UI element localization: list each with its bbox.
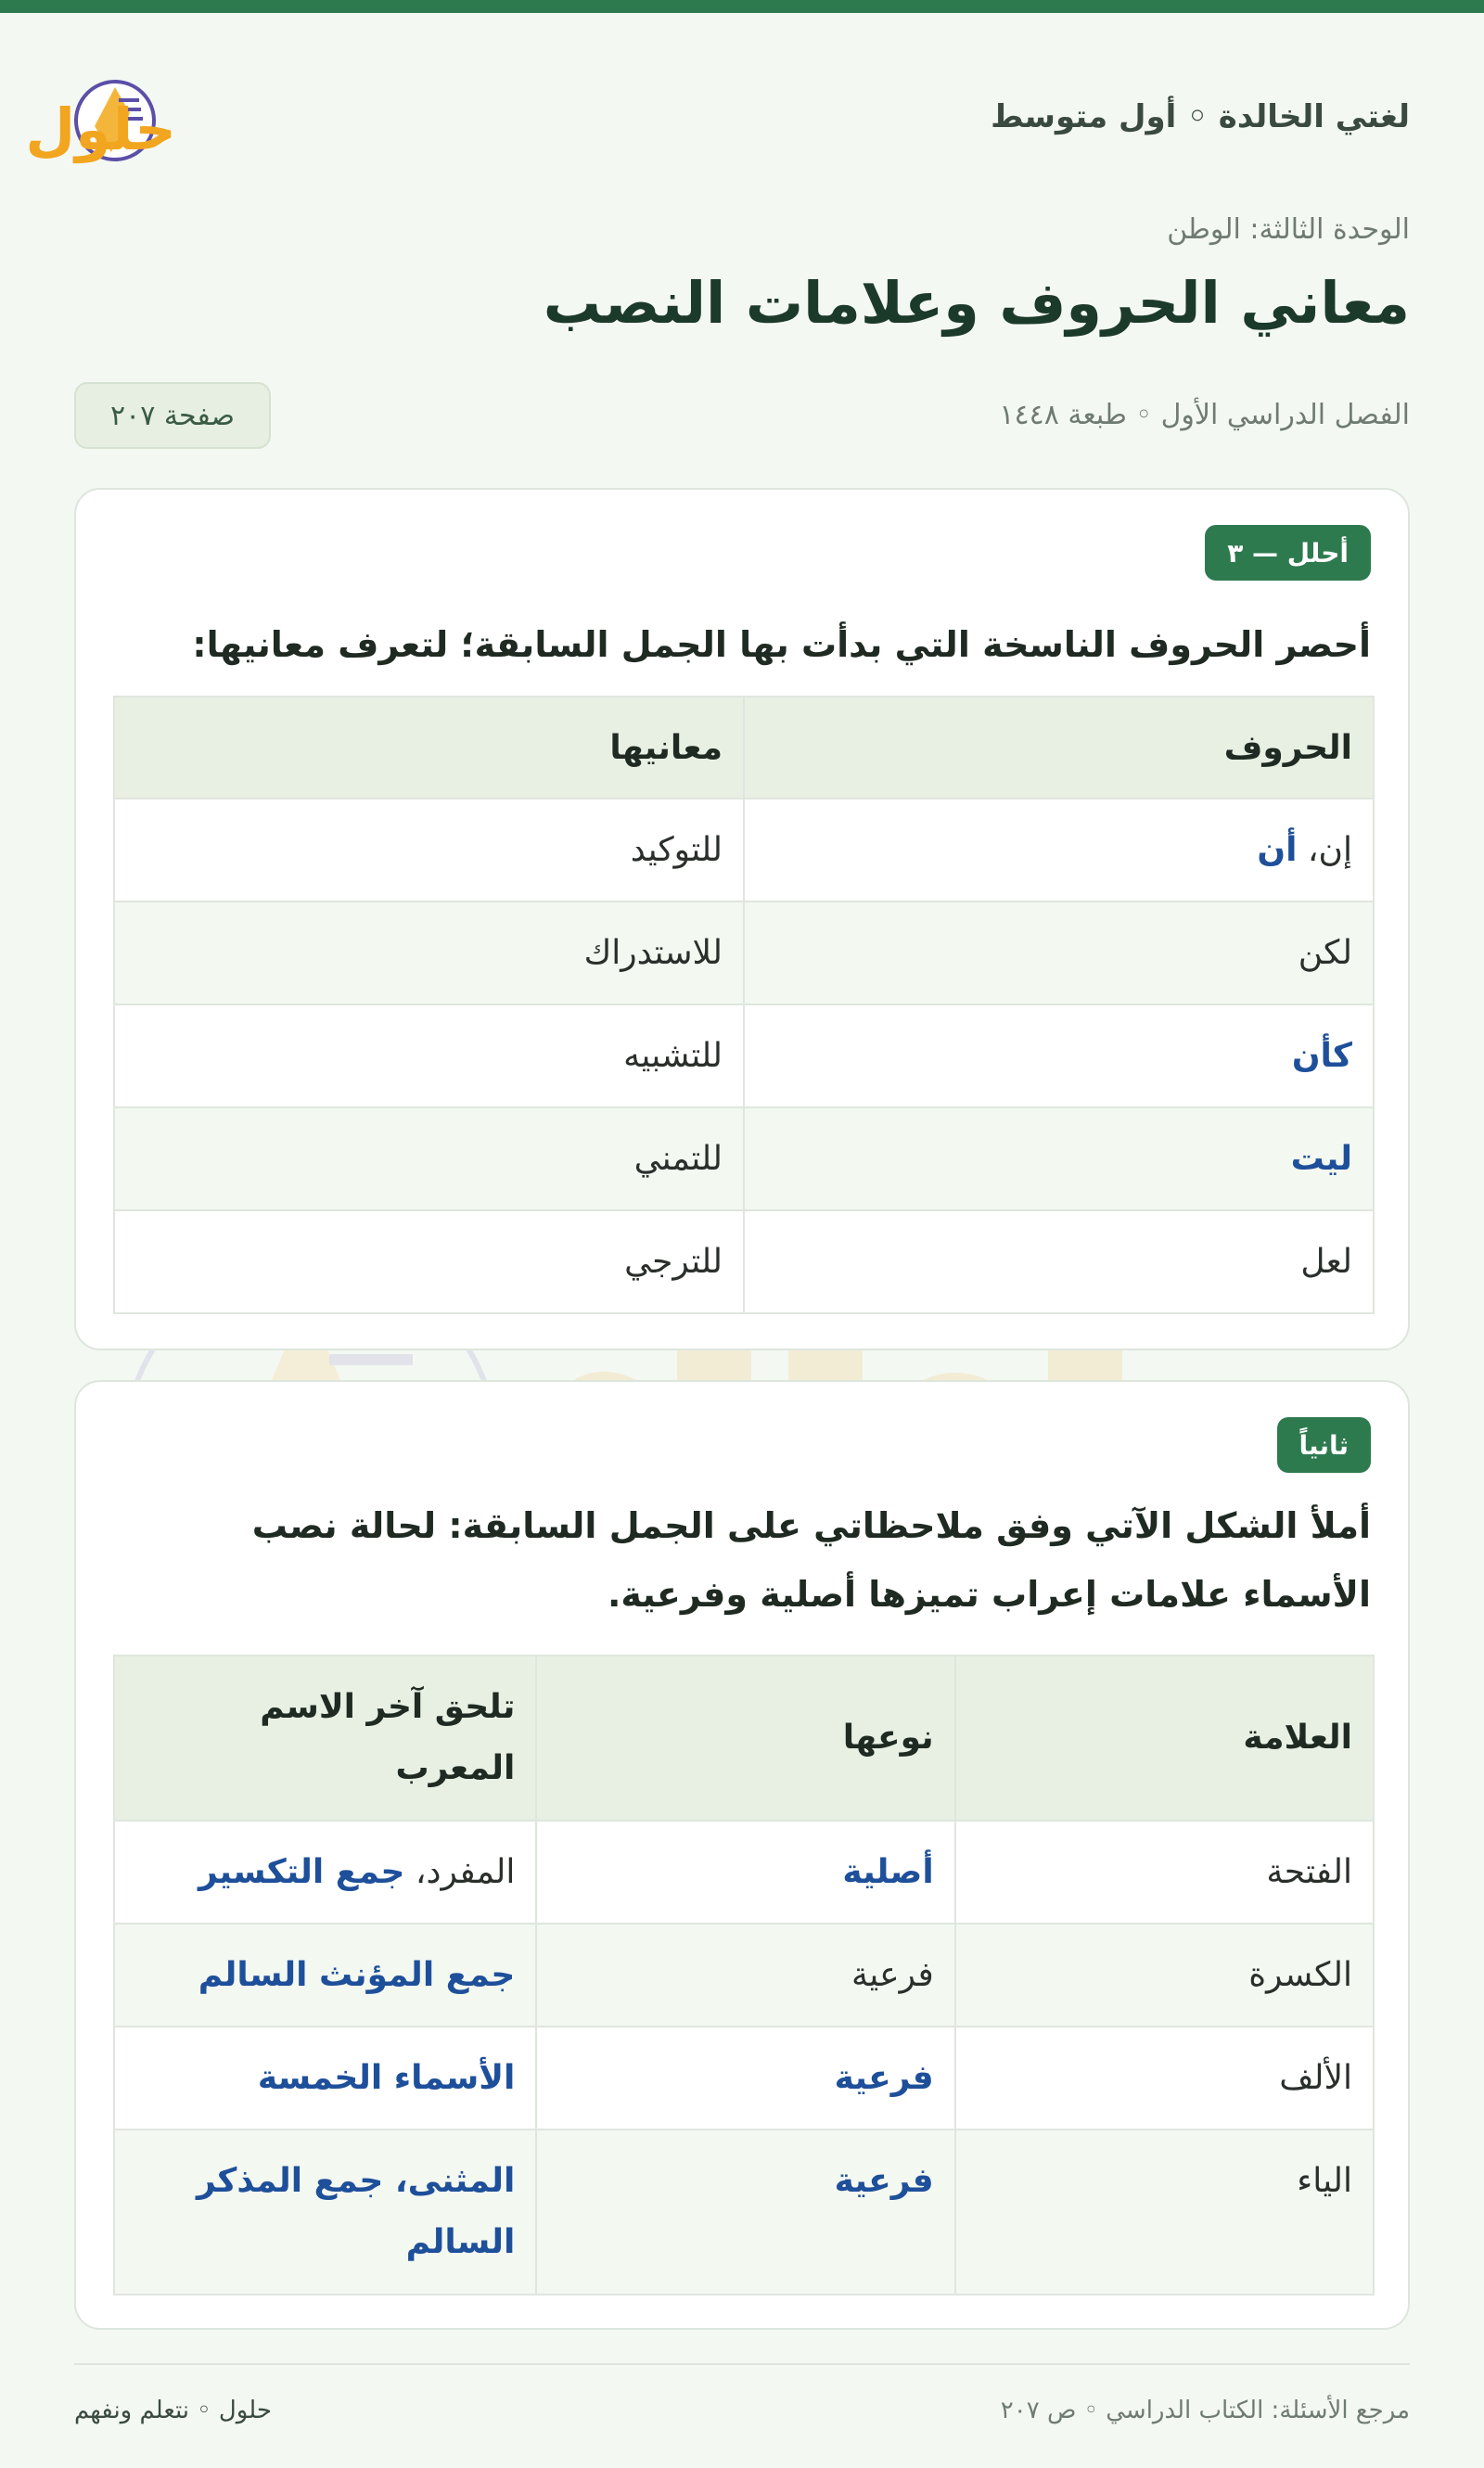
type-cell: فرعية [536,2027,954,2129]
letter-highlight: كأن [1291,1037,1352,1075]
mark-cell: الكسرة [955,1924,1374,2027]
top-accent-bar [0,0,1484,13]
applies-highlight: جمع التكسير [198,1852,405,1891]
mark-cell: الياء [955,2129,1374,2295]
letter-cell [744,1210,1374,1313]
marks-question [109,1491,1371,1629]
meaning-cell: للاستدراك [114,902,744,1004]
logo-icon [25,61,334,182]
table-row [114,1821,1374,1924]
meaning-cell: للتشبيه [114,1004,744,1107]
footer-reference: مرجع الأسئلة: الكتاب الدراسي ◦ ص ٢٠٧ [1000,2397,1410,2424]
unit-label: الوحدة الثالثة: الوطن [1167,213,1410,246]
footer-divider [74,2363,1410,2365]
column-header-meanings: معانيها [114,697,744,799]
logo-text: حلول [25,96,176,163]
header [25,61,1410,182]
applies-highlight: المثنى، جمع المذكر السالم [197,2162,516,2261]
type-cell: أصلية [536,1821,954,1924]
letter-cell [744,1004,1374,1107]
letter-cell [744,1107,1374,1210]
letter-highlight: أن [1257,831,1298,869]
table-header-row [114,1656,1374,1821]
marks-question-line2: الأسماء علامات إعراب تميزها أصلية وفرعية. [607,1574,1371,1615]
applies-plain: المفرد، [404,1852,516,1891]
column-header-type: نوعها [536,1656,954,1821]
mark-cell: الفتحة [955,1821,1374,1924]
section-badge-analysis: أحلل — ٣ [1205,525,1371,581]
page-title: معاني الحروف وعلامات النصب [543,269,1410,337]
analysis-card [74,488,1410,1350]
letter-plain: لكن [1298,934,1352,972]
marks-card [74,1380,1410,2330]
letters-meanings-table [113,696,1375,1314]
case-marks-table [113,1655,1375,2295]
applies-cell [114,1821,536,1924]
footer-brand: حلول ◦ نتعلم ونفهم [74,2397,272,2424]
column-header-mark: العلامة [955,1656,1374,1821]
type-cell: فرعية [536,2129,954,2295]
table-row [114,902,1374,1004]
meaning-cell: للتمني [114,1107,744,1210]
applies-cell [114,1924,536,2027]
column-header-applies: تلحق آخر الاسم المعرب [114,1656,536,1821]
type-cell: فرعية [536,1924,954,2027]
table-row [114,1107,1374,1210]
page-number-chip[interactable]: صفحة ٢٠٧ [74,382,271,449]
applies-highlight: جمع المؤنث السالم [198,1955,516,1994]
analysis-question: أحصر الحروف الناسخة التي بدأت بها الجمل السابقة؛ لتعرف معانيها: [192,624,1371,665]
table-row [114,1004,1374,1107]
meaning-cell: للترجي [114,1210,744,1313]
meaning-cell: للتوكيد [114,799,744,902]
letter-plain: لعل [1300,1243,1352,1281]
applies-cell [114,2129,536,2295]
letter-cell [744,799,1374,902]
letter-plain: إن، [1297,831,1352,869]
edition-meta: الفصل الدراسي الأول ◦ طبعة ١٤٤٨ [999,399,1410,431]
mark-cell: الألف [955,2027,1374,2129]
applies-highlight: الأسماء الخمسة [257,2058,516,2097]
header-title: لغتي الخالدة ◦ أول متوسط [991,98,1410,135]
letter-highlight: ليت [1290,1140,1352,1178]
table-row [114,2129,1374,2295]
table-header-row [114,697,1374,799]
table-row [114,1210,1374,1313]
table-row [114,799,1374,902]
section-badge-second: ثانياً [1277,1417,1371,1473]
applies-cell [114,2027,536,2129]
table-row [114,2027,1374,2129]
column-header-letters: الحروف [744,697,1374,799]
table-row [114,1924,1374,2027]
marks-question-line1: أملأ الشكل الآتي وفق ملاحظاتي على الجمل السابقة: لحالة نصب [251,1505,1371,1546]
logo[interactable] [25,61,334,182]
letter-cell [744,902,1374,1004]
